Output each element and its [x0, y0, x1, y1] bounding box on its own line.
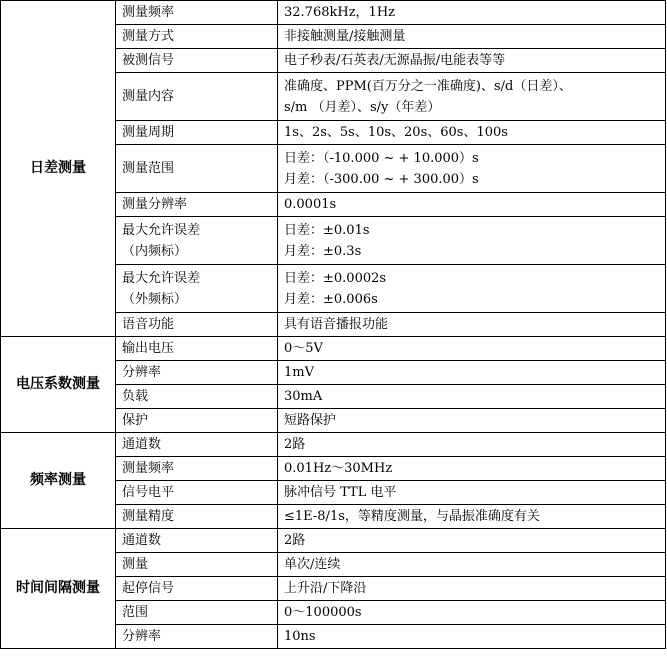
- parameter-value-cell: [278, 433, 666, 457]
- parameter-label: 信号电平: [122, 485, 175, 500]
- parameter-value-cell: [278, 457, 666, 481]
- parameter-label: 保护: [122, 413, 149, 428]
- parameter-value-cell: [278, 265, 666, 313]
- parameter-value-cell: [278, 553, 666, 577]
- parameter-value-cell: [278, 49, 666, 73]
- parameter-value-cell: [278, 481, 666, 505]
- parameter-label-cell: [116, 121, 278, 145]
- table-row: [1, 433, 666, 457]
- parameter-label-cell: [116, 601, 278, 625]
- parameter-value: 具有语音播报功能: [284, 317, 389, 332]
- parameter-label: 分辨率: [122, 365, 162, 380]
- parameter-label: 负载: [122, 389, 149, 404]
- category-cell: 频率测量: [1, 433, 116, 529]
- parameter-value: 2路: [284, 533, 306, 548]
- parameter-value-cell: [278, 1, 666, 25]
- parameter-value: 1mV: [284, 365, 314, 380]
- parameter-value: 月差：±0.3s: [284, 243, 362, 259]
- parameter-label: 通道数: [122, 437, 162, 452]
- parameter-value: ≤1E-8/1s，等精度测量，与晶振准确度有关: [284, 509, 540, 524]
- parameter-value-cell: [278, 361, 666, 385]
- parameter-label-cell: [116, 193, 278, 217]
- table-row: [1, 1, 666, 25]
- parameter-label: 测量周期: [122, 125, 175, 140]
- parameter-value-cell: [278, 625, 666, 649]
- parameter-label: 测量频率: [122, 5, 175, 20]
- parameter-label: 最大允许误差: [122, 270, 201, 286]
- parameter-value: 10ns: [284, 629, 316, 644]
- parameter-label-cell: [116, 505, 278, 529]
- spec-table-body: [1, 1, 666, 649]
- parameter-label: 测量内容: [122, 89, 175, 104]
- parameter-label-cell: [116, 337, 278, 361]
- parameter-label: 输出电压: [122, 341, 175, 356]
- parameter-value: 0～100000s: [284, 605, 362, 620]
- parameter-label: （内频标）: [122, 243, 188, 259]
- category-cell: 时间间隔测量: [1, 529, 116, 649]
- parameter-value-cell: [278, 25, 666, 49]
- parameter-label-cell: [116, 145, 278, 193]
- parameter-value: 32.768kHz，1Hz: [284, 5, 396, 20]
- parameter-value-cell: [278, 409, 666, 433]
- parameter-label: （外频标）: [122, 291, 188, 307]
- parameter-value-cell: [278, 73, 666, 121]
- parameter-label-cell: [116, 433, 278, 457]
- parameter-value: 日差：±0.01s: [284, 222, 370, 238]
- parameter-label-cell: [116, 1, 278, 25]
- parameter-label-cell: [116, 313, 278, 337]
- category-cell: 日差测量: [1, 1, 116, 337]
- parameter-label-cell: [116, 553, 278, 577]
- parameter-label-cell: [116, 25, 278, 49]
- table-row: [1, 529, 666, 553]
- parameter-value: 0～5V: [284, 341, 323, 356]
- parameter-label: 测量频率: [122, 461, 175, 476]
- parameter-value: 月差：（-300.00 ~ + 300.00）s: [284, 171, 479, 187]
- parameter-value: 2路: [284, 437, 306, 452]
- parameter-value-cell: [278, 313, 666, 337]
- parameter-value: 0.01Hz～30MHz: [284, 461, 393, 476]
- parameter-label-cell: [116, 481, 278, 505]
- parameter-value: 单次/连续: [284, 557, 341, 572]
- parameter-value: 电子秒表/石英表/无源晶振/电能表等等: [284, 53, 506, 68]
- parameter-value-cell: [278, 577, 666, 601]
- parameter-label: 被测信号: [122, 53, 175, 68]
- parameter-label: 最大允许误差: [122, 222, 201, 238]
- parameter-label: 范围: [122, 605, 149, 620]
- parameter-value-cell: [278, 337, 666, 361]
- parameter-label-cell: [116, 361, 278, 385]
- parameter-value: 非接触测量/接触测量: [284, 29, 406, 44]
- parameter-value-cell: [278, 505, 666, 529]
- parameter-value: 日差：（-10.000 ~ + 10.000）s: [284, 150, 479, 166]
- parameter-label: 测量精度: [122, 509, 175, 524]
- parameter-value-cell: [278, 121, 666, 145]
- parameter-label: 起停信号: [122, 581, 175, 596]
- parameter-label: 通道数: [122, 533, 162, 548]
- parameter-value-cell: [278, 145, 666, 193]
- parameter-label-cell: [116, 457, 278, 481]
- parameter-label: 测量范围: [122, 161, 175, 176]
- parameter-label: 测量方式: [122, 29, 175, 44]
- parameter-value: 30mA: [284, 389, 323, 404]
- parameter-label: 语音功能: [122, 317, 175, 332]
- parameter-label-cell: [116, 49, 278, 73]
- parameter-value: 上升沿/下降沿: [284, 581, 367, 596]
- parameter-value-cell: [278, 529, 666, 553]
- parameter-value: 月差：±0.006s: [284, 291, 378, 307]
- parameter-label-cell: [116, 577, 278, 601]
- parameter-label-cell: [116, 625, 278, 649]
- parameter-label-cell: [116, 265, 278, 313]
- parameter-label-cell: [116, 217, 278, 265]
- parameter-value: s/m （月差）、s/y（年差）: [284, 99, 441, 115]
- parameter-label-cell: [116, 409, 278, 433]
- parameter-value: 脉冲信号 TTL 电平: [284, 485, 397, 500]
- parameter-value: 短路保护: [284, 413, 337, 428]
- parameter-value-cell: [278, 601, 666, 625]
- parameter-label-cell: [116, 73, 278, 121]
- parameter-value: 0.0001s: [284, 197, 337, 212]
- parameter-value-cell: [278, 385, 666, 409]
- parameter-value-cell: [278, 217, 666, 265]
- parameter-value: 准确度、PPM(百万分之一准确度)、s/d（日差）、: [284, 78, 572, 94]
- parameter-label-cell: [116, 385, 278, 409]
- parameter-value-cell: [278, 193, 666, 217]
- parameter-label: 测量: [122, 557, 149, 572]
- parameter-value: 日差：±0.0002s: [284, 270, 387, 286]
- parameter-label: 测量分辨率: [122, 197, 188, 212]
- parameter-label: 分辨率: [122, 629, 162, 644]
- category-cell: 电压系数测量: [1, 337, 116, 433]
- parameter-label-cell: [116, 529, 278, 553]
- parameter-value: 1s、2s、5s、10s、20s、60s、100s: [284, 125, 508, 140]
- table-row: [1, 337, 666, 361]
